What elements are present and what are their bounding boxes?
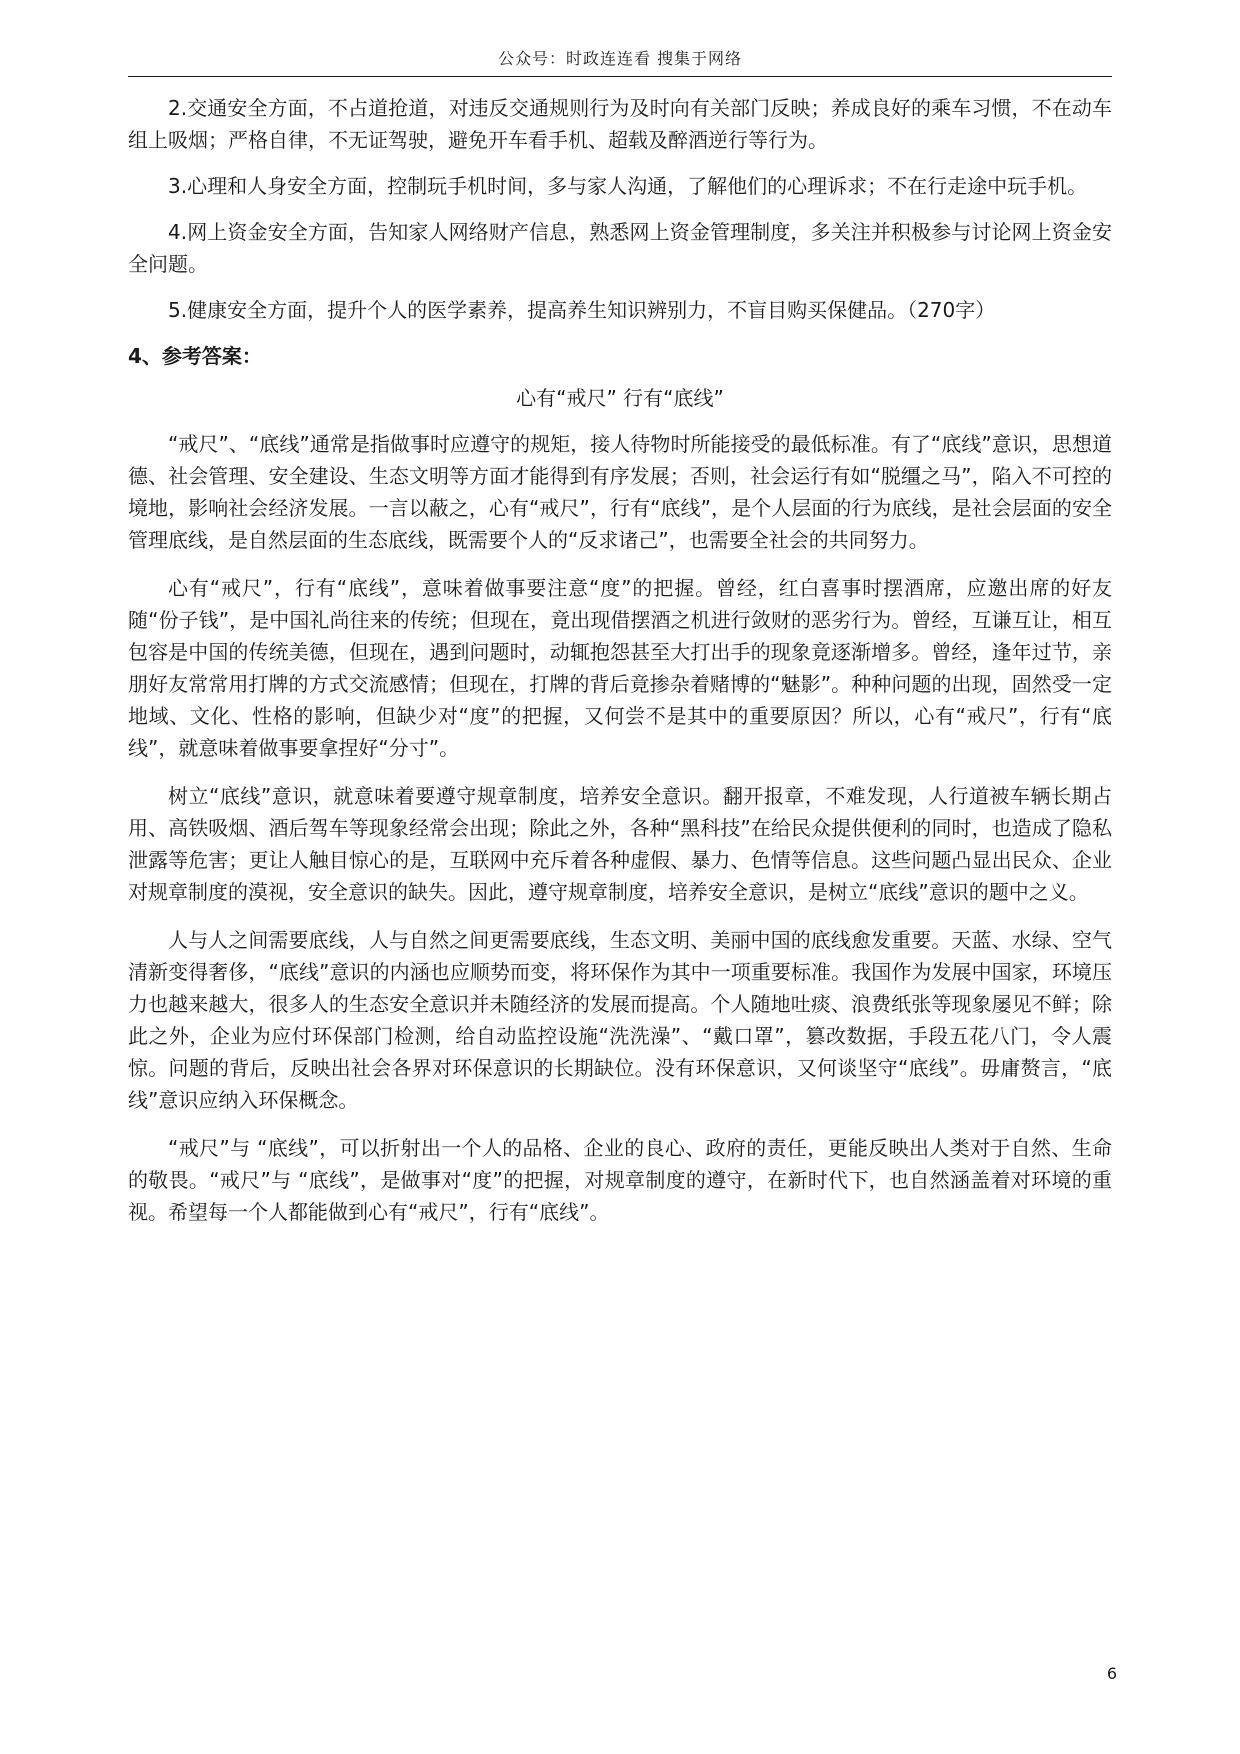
page-header [128, 44, 1112, 77]
document-body [128, 92, 1112, 1244]
list-item: 2.交通安全方面，不占道抢道，对违反交通规则行为及时向有关部门反映；养成良好的乘车习惯，不在动车组上吸烟；严格自律，不无证驾驶，避免开车看手机、超载及醉酒逆行等行为。 [128, 96, 1112, 152]
list-item: 5.健康安全方面，提升个人的医学素养，提高养生知识辨别力，不盲目购买保健品。（270字） [168, 298, 996, 322]
essay-paragraph: 人与人之间需要底线，人与自然之间更需要底线，生态文明、美丽中国的底线愈发重要。天蓝、水绿、空气清新变得奢侈，“底线”意识的内涵也应顺势而变，将环保作为其中一项重要标准。我国作为发展中国家，环境压力也越来越大，很多人的生态安全意识并未随经济的发展而提高。个人随地吐痰、浪费纸张等现象屡见不鲜；除此之外，企业为应付环保部门检测，给自动监控设施“洗洗澡”、“戴口罩”，篡改数据，手段五花八门，令人震惊。问题的背后，反映出社会各界对环保意识的长期缺位。没有环保意识，又何谈坚守“底线”。毋庸赘言，“底线”意识应纳入环保概念。 [128, 928, 1112, 1112]
essay-title: 心有“戒尺” 行有“底线” [516, 386, 724, 410]
essay-paragraph: 树立“底线”意识，就意味着要遵守规章制度，培养安全意识。翻开报章，不难发现，人行道被车辆长期占用、高铁吸烟、酒后驾车等现象经常会出现；除此之外，各种“黑科技”在给民众提供便利的同时，也造成了隐私泄露等危害；更让人触目惊心的是，互联网中充斥着各种虚假、暴力、色情等信息。这些问题凸显出民众、企业对规章制度的漠视，安全意识的缺失。因此，遵守规章制度，培养安全意识，是树立“底线”意识的题中之义。 [128, 784, 1112, 904]
page-number: 6 [1106, 1664, 1117, 1683]
list-item: 4.网上资金安全方面，告知家人网络财产信息，熟悉网上资金管理制度，多关注并积极参与讨论网上资金安全问题。 [128, 220, 1112, 276]
section-heading: 4、参考答案： [128, 344, 262, 368]
essay-paragraph: 心有“戒尺”，行有“底线”，意味着做事要注意“度”的把握。曾经，红白喜事时摆酒席，应邀出席的好友随“份子钱”，是中国礼尚往来的传统；但现在，竟出现借摆酒之机进行敛财的恶劣行为。曾经，互谦互让，相互包容是中国的传统美德，但现在，遇到问题时，动辄抱怨甚至大打出手的现象竟逐渐增多。曾经，逢年过节，亲朋好友常常用打牌的方式交流感情；但现在，打牌的背后竟掺杂着赌博的“魅影”。种种问题的出现，固然受一定地域、文化、性格的影响，但缺少对“度”的把握，又何尝不是其中的重要原因？所以，心有“戒尺”，行有“底线”，就意味着做事要拿捏好“分寸”。 [128, 576, 1112, 760]
essay-paragraph: “戒尺”、“底线”通常是指做事时应遵守的规矩，接人待物时所能接受的最低标准。有了“底线”意识，思想道德、社会管理、安全建设、生态文明等方面才能得到有序发展；否则，社会运行有如“脱缰之马”，陷入不可控的境地，影响社会经济发展。一言以蔽之，心有“戒尺”，行有“底线”，是个人层面的行为底线，是社会层面的安全管理底线，是自然层面的生态底线，既需要个人的“反求诸己”，也需要全社会的共同努力。 [128, 432, 1112, 552]
header-text: 公众号：时政连连看 搜集于网络 [497, 49, 743, 68]
list-item: 3.心理和人身安全方面，控制玩手机时间，多与家人沟通，了解他们的心理诉求；不在行走途中玩手机。 [168, 174, 1088, 198]
essay-paragraph: “戒尺”与 “底线”，可以折射出一个人的品格、企业的良心、政府的责任，更能反映出人类对于自然、生命的敬畏。“戒尺”与 “底线”，是做事对“度”的把握，对规章制度的遵守，在新时代下，也自然涵盖着对环境的重视。希望每一个人都能做到心有“戒尺”，行有“底线”。 [128, 1136, 1112, 1224]
essay-body [128, 428, 1112, 1228]
